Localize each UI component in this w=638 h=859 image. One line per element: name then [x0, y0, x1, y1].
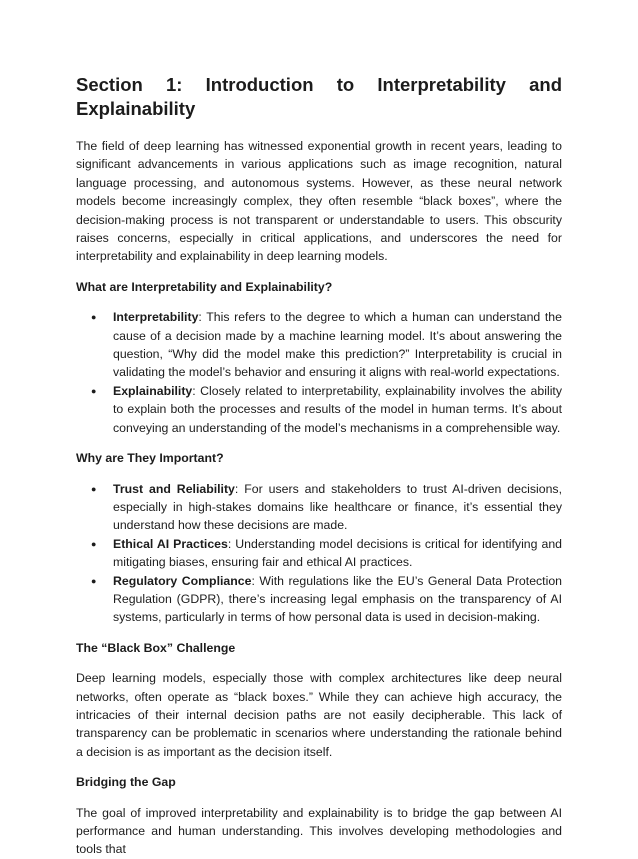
list-item: [91, 535, 562, 572]
heading-why-important: Why are They Important?: [76, 451, 224, 466]
term-regulatory-compliance: Regulatory Compliance: [113, 573, 252, 588]
list-item: [91, 382, 562, 437]
intro-paragraph: The field of deep learning has witnessed exponential growth in recent years, leading to significant advancements in various applications such as image recognition, natural language processing, and autonomous systems. However, as these neural network models become increasingly complex, they often resemble “black boxes”, where the decision-making process is not transparent or understandable to users. This obscurity raises concerns, especially in critical applications, and underscores the need for interpretability and explainability in deep learning models.: [76, 139, 562, 264]
importance-list: [76, 480, 562, 627]
term-explainability: Explainability: [113, 383, 193, 398]
item-text: : Understanding model decisions is critical for identifying and mitigating biases, ensuring fair and ethical AI practices.: [113, 536, 562, 570]
bullet-icon: ●: [91, 538, 97, 549]
bullet-icon: ●: [91, 312, 97, 323]
item-text: : For users and stakeholders to trust AI-driven decisions, especially in high-stakes domains like healthcare or finance, it’s essential they understand how these decisions are made.: [113, 481, 562, 533]
bullet-icon: ●: [91, 483, 97, 494]
definitions-list: [76, 308, 562, 437]
item-text: : Closely related to interpretability, explainability involves the ability to explain both the processes and results of the model in human terms. It’s about conveying an understanding of the model’s mechanisms in a comprehensible way.: [113, 383, 562, 435]
bridging-gap-paragraph: The goal of improved interpretability and explainability is to bridge the gap between AI performance and human understanding. This involves developing methodologies and tools that: [76, 805, 562, 857]
heading-what-are: What are Interpretability and Explainability?: [76, 279, 333, 294]
term-interpretability: Interpretability: [113, 310, 199, 325]
list-item: [91, 308, 562, 382]
list-item: [91, 480, 562, 535]
black-box-paragraph: Deep learning models, especially those with complex architectures like deep neural networks, often operate as “black boxes.” While they can achieve high accuracy, the intricacies of their internal decision paths are not easily decipherable. This lack of transparency can be problematic in scenarios where understanding the rationale behind a decision is as important as the decision itself.: [76, 671, 562, 759]
bullet-icon: ●: [91, 385, 97, 396]
heading-bridging-gap: Bridging the Gap: [76, 775, 176, 790]
term-ethical-ai: Ethical AI Practices: [113, 536, 228, 551]
section-title-line-2: Explainability: [76, 98, 196, 119]
bullet-icon: ●: [91, 575, 97, 586]
section-title-line-1: Section 1: Introduction to Interpretability and: [76, 74, 562, 95]
list-item: [91, 572, 563, 627]
item-text: : With regulations like the EU’s General Data Protection Regulation (GDPR), there’s increasing legal emphasis on the transparency of AI systems, particularly in terms of how personal data is used in decision-making.: [113, 573, 563, 625]
item-text: : This refers to the degree to which a human can understand the cause of a decision made by a machine learning model. It’s about answering the question, “Why did the model make this prediction?” Interpretability is crucial in validating the model’s behavior and ensuring it aligns with real-world expectations.: [113, 310, 562, 380]
term-trust-reliability: Trust and Reliability: [113, 481, 235, 496]
heading-black-box: The “Black Box” Challenge: [76, 640, 236, 655]
section-title: [76, 73, 562, 121]
